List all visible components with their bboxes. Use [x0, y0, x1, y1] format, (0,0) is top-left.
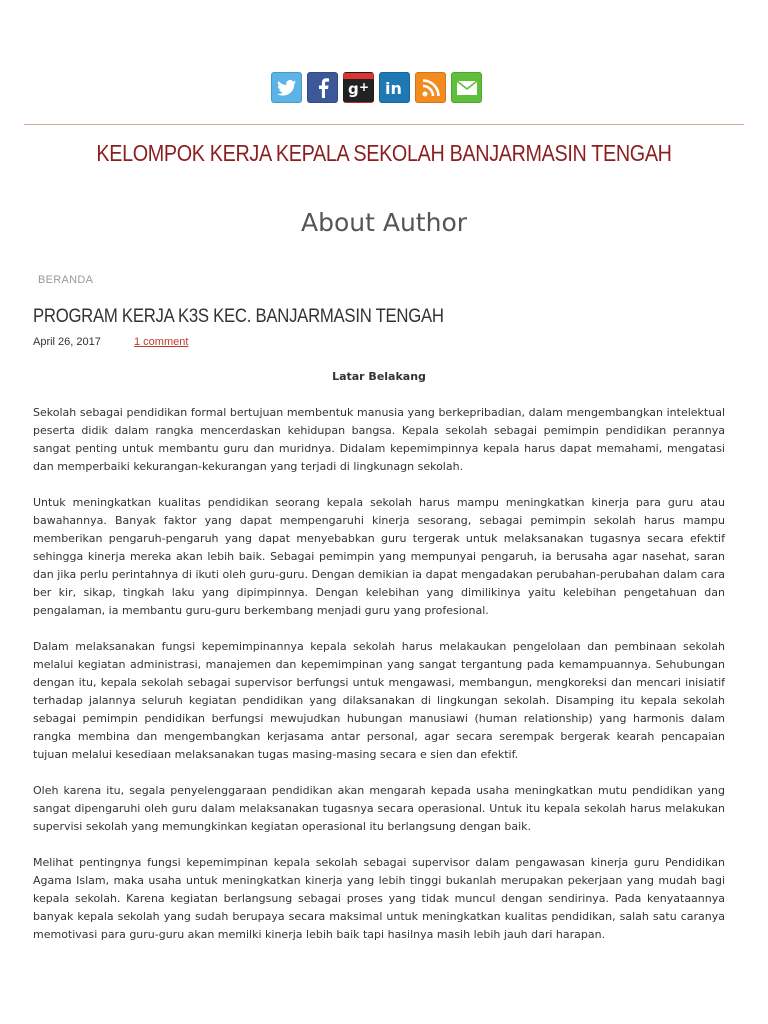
paragraph: Melihat pentingnya fungsi kepemimpinan kepala sekolah sebagai supervisor dalam pengawasan kinerja guru Pendidikan Agama Islam, maka usaha untuk meningkatkan kinerja yang lebih tinggi bukanlah merupakan pekerjaan yang mudah bagi kepala sekolah. Karena kegiatan berlangsung sebagai proses yang tidak muncul dengan sendirinya. Pada kenyataannya banyak kepala sekolah yang sudah berupaya secara maksimal untuk meningkatkan kualitas pendidikan, salah satu caranya memotivasi para guru-guru akan memilki kinerja lebih baik tapi hasilnya masih lebih jauh dari harapan. — [33, 856, 725, 941]
svg-text:in: in — [384, 78, 402, 97]
paragraph: Dalam melaksanakan fungsi kepemimpinannya kepala sekolah harus melakaukan pengelolaan dan pembinaan sekolah melalui kegiatan administrasi, manajemen dan kepemimpinan yang sangat tergantung pada kemampuannya. Sehubungan dengan itu, kepala sekolah sebagai supervisor berfungsi untuk mengawasi, membangun, mengkoreksi dan mencari inisiatif terhadap jalannya seluruh kegiatan pendidikan yang dilaksanakan di lingkungan sekolah. Disamping itu kepala sekolah sebagai pemimpin pendidikan berfungsi mewujudkan hubungan manusiawi (human relationship) yang harmonis dalam rangka membina dan mengembangkan kerjasama antar personal, agar secara serempak bergerak kearah pencapaian tujuan melalui kesediaan melaksanakan tugas masing-masing secara e sien dan efektif. — [33, 640, 725, 761]
twitter-button[interactable] — [271, 72, 302, 103]
post-body — [33, 368, 725, 962]
paragraph: Oleh karena itu, segala penyelenggaraan pendidikan akan mengarah kepada usaha meningkatkan mutu pendidikan yang sangat dipengaruhi oleh guru dalam melaksanakan tugasnya secara operasional. Untuk itu kepala sekolah harus melakukan supervisi sekolah yang memungkinkan kegiatan operasional itu berlangsung dengan baik. — [33, 784, 725, 833]
paragraph: Untuk meningkatkan kualitas pendidikan seorang kepala sekolah harus mampu meningkatkan kinerja para guru atau bawahannya. Banyak faktor yang dapat mempengaruhi kinerja sesorang, sebagai pemimpin sekolah harus mampu memberikan pengaruh-pengaruh yang dapat menyebabkan guru tergerak untuk melaksanakan tugasnya secara efektif sehingga kinerja mereka akan lebih baik. Sebagai pemimpin yang mempunyai pengaruh, ia berusaha agar nasehat, saran dan jika perlu perintahnya di ikuti oleh guru-guru. Dengan demikian ia dapat mengadakan perubahan-perubahan dalam cara ber kir, sikap, tingkah laku yang dipimpinnya. Dengan kelebihan yang dimilikinya yaitu kelebihan pengetahuan dan pengalaman, ia membantu guru-guru berkembang menjadi guru yang profesional. — [33, 496, 725, 617]
email-button[interactable] — [451, 72, 482, 103]
google-plus-icon — [347, 79, 371, 97]
rss-button[interactable] — [415, 72, 446, 103]
page-heading: About Author — [300, 208, 468, 237]
section-subheading: Latar Belakang — [332, 370, 426, 383]
twitter-icon — [277, 80, 297, 96]
post-date: April 26, 2017 — [33, 336, 101, 348]
comments-link[interactable]: 1 comment — [134, 336, 189, 348]
facebook-icon — [316, 78, 330, 98]
social-share-bar — [271, 72, 482, 103]
header-divider — [24, 124, 744, 125]
paragraph: Sekolah sebagai pendidikan formal bertujuan membentuk manusia yang berkepribadian, dalam mengembangkan intelektual peserta didik dalam rangka mencerdaskan kehidupan bangsa. Kepala sekolah sebagai pemimpin pendidikan perannya sangat penting untuk membantu guru dan muridnya. Didalam kepemimpinnya kepala harus dapat memahami, mengatasi dan memperbaiki kekurangan-kekurangan yang terjadi di lingkunagn sekolah. — [33, 406, 725, 473]
email-icon — [456, 80, 478, 96]
google-plus-button[interactable] — [343, 72, 374, 103]
svg-text:+: + — [358, 79, 369, 94]
svg-text:g: g — [347, 79, 359, 97]
post-title[interactable]: PROGRAM KERJA K3S KEC. BANJARMASIN TENGAH — [33, 306, 444, 327]
linkedin-button[interactable] — [379, 72, 410, 103]
facebook-button[interactable] — [307, 72, 338, 103]
site-title[interactable]: KELOMPOK KERJA KEPALA SEKOLAH BANJARMASIN TENGAH — [96, 140, 672, 166]
linkedin-icon — [384, 79, 406, 97]
rss-icon — [422, 79, 440, 97]
breadcrumb-home[interactable]: BERANDA — [38, 274, 94, 286]
